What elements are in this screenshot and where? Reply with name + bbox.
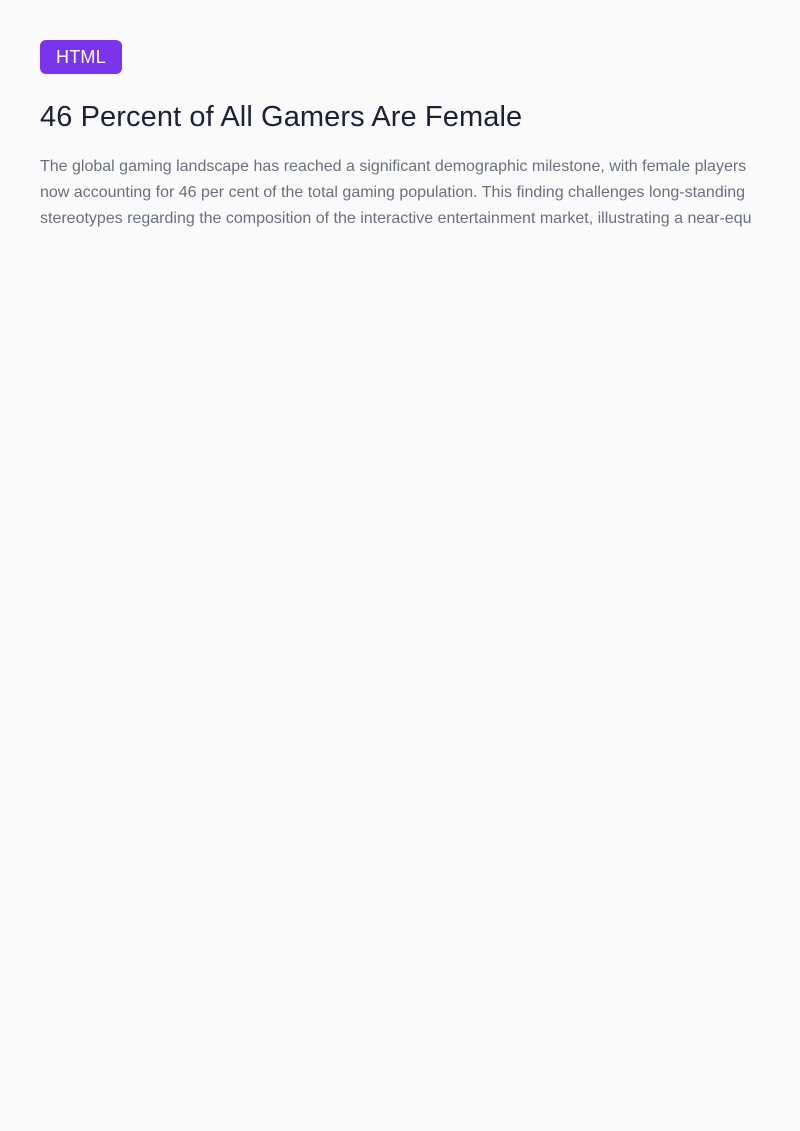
format-badge: HTML [40, 40, 122, 74]
article-body: The global gaming landscape has reached a significant demographic milestone, with female players now accounting for 46 per cent of the total gaming population. This finding challenges long-standing stereotypes regarding the composition of the interactive entertainment market, illustrating a near-equ [40, 158, 752, 227]
page-title: 46 Percent of All Gamers Are Female [40, 101, 523, 133]
